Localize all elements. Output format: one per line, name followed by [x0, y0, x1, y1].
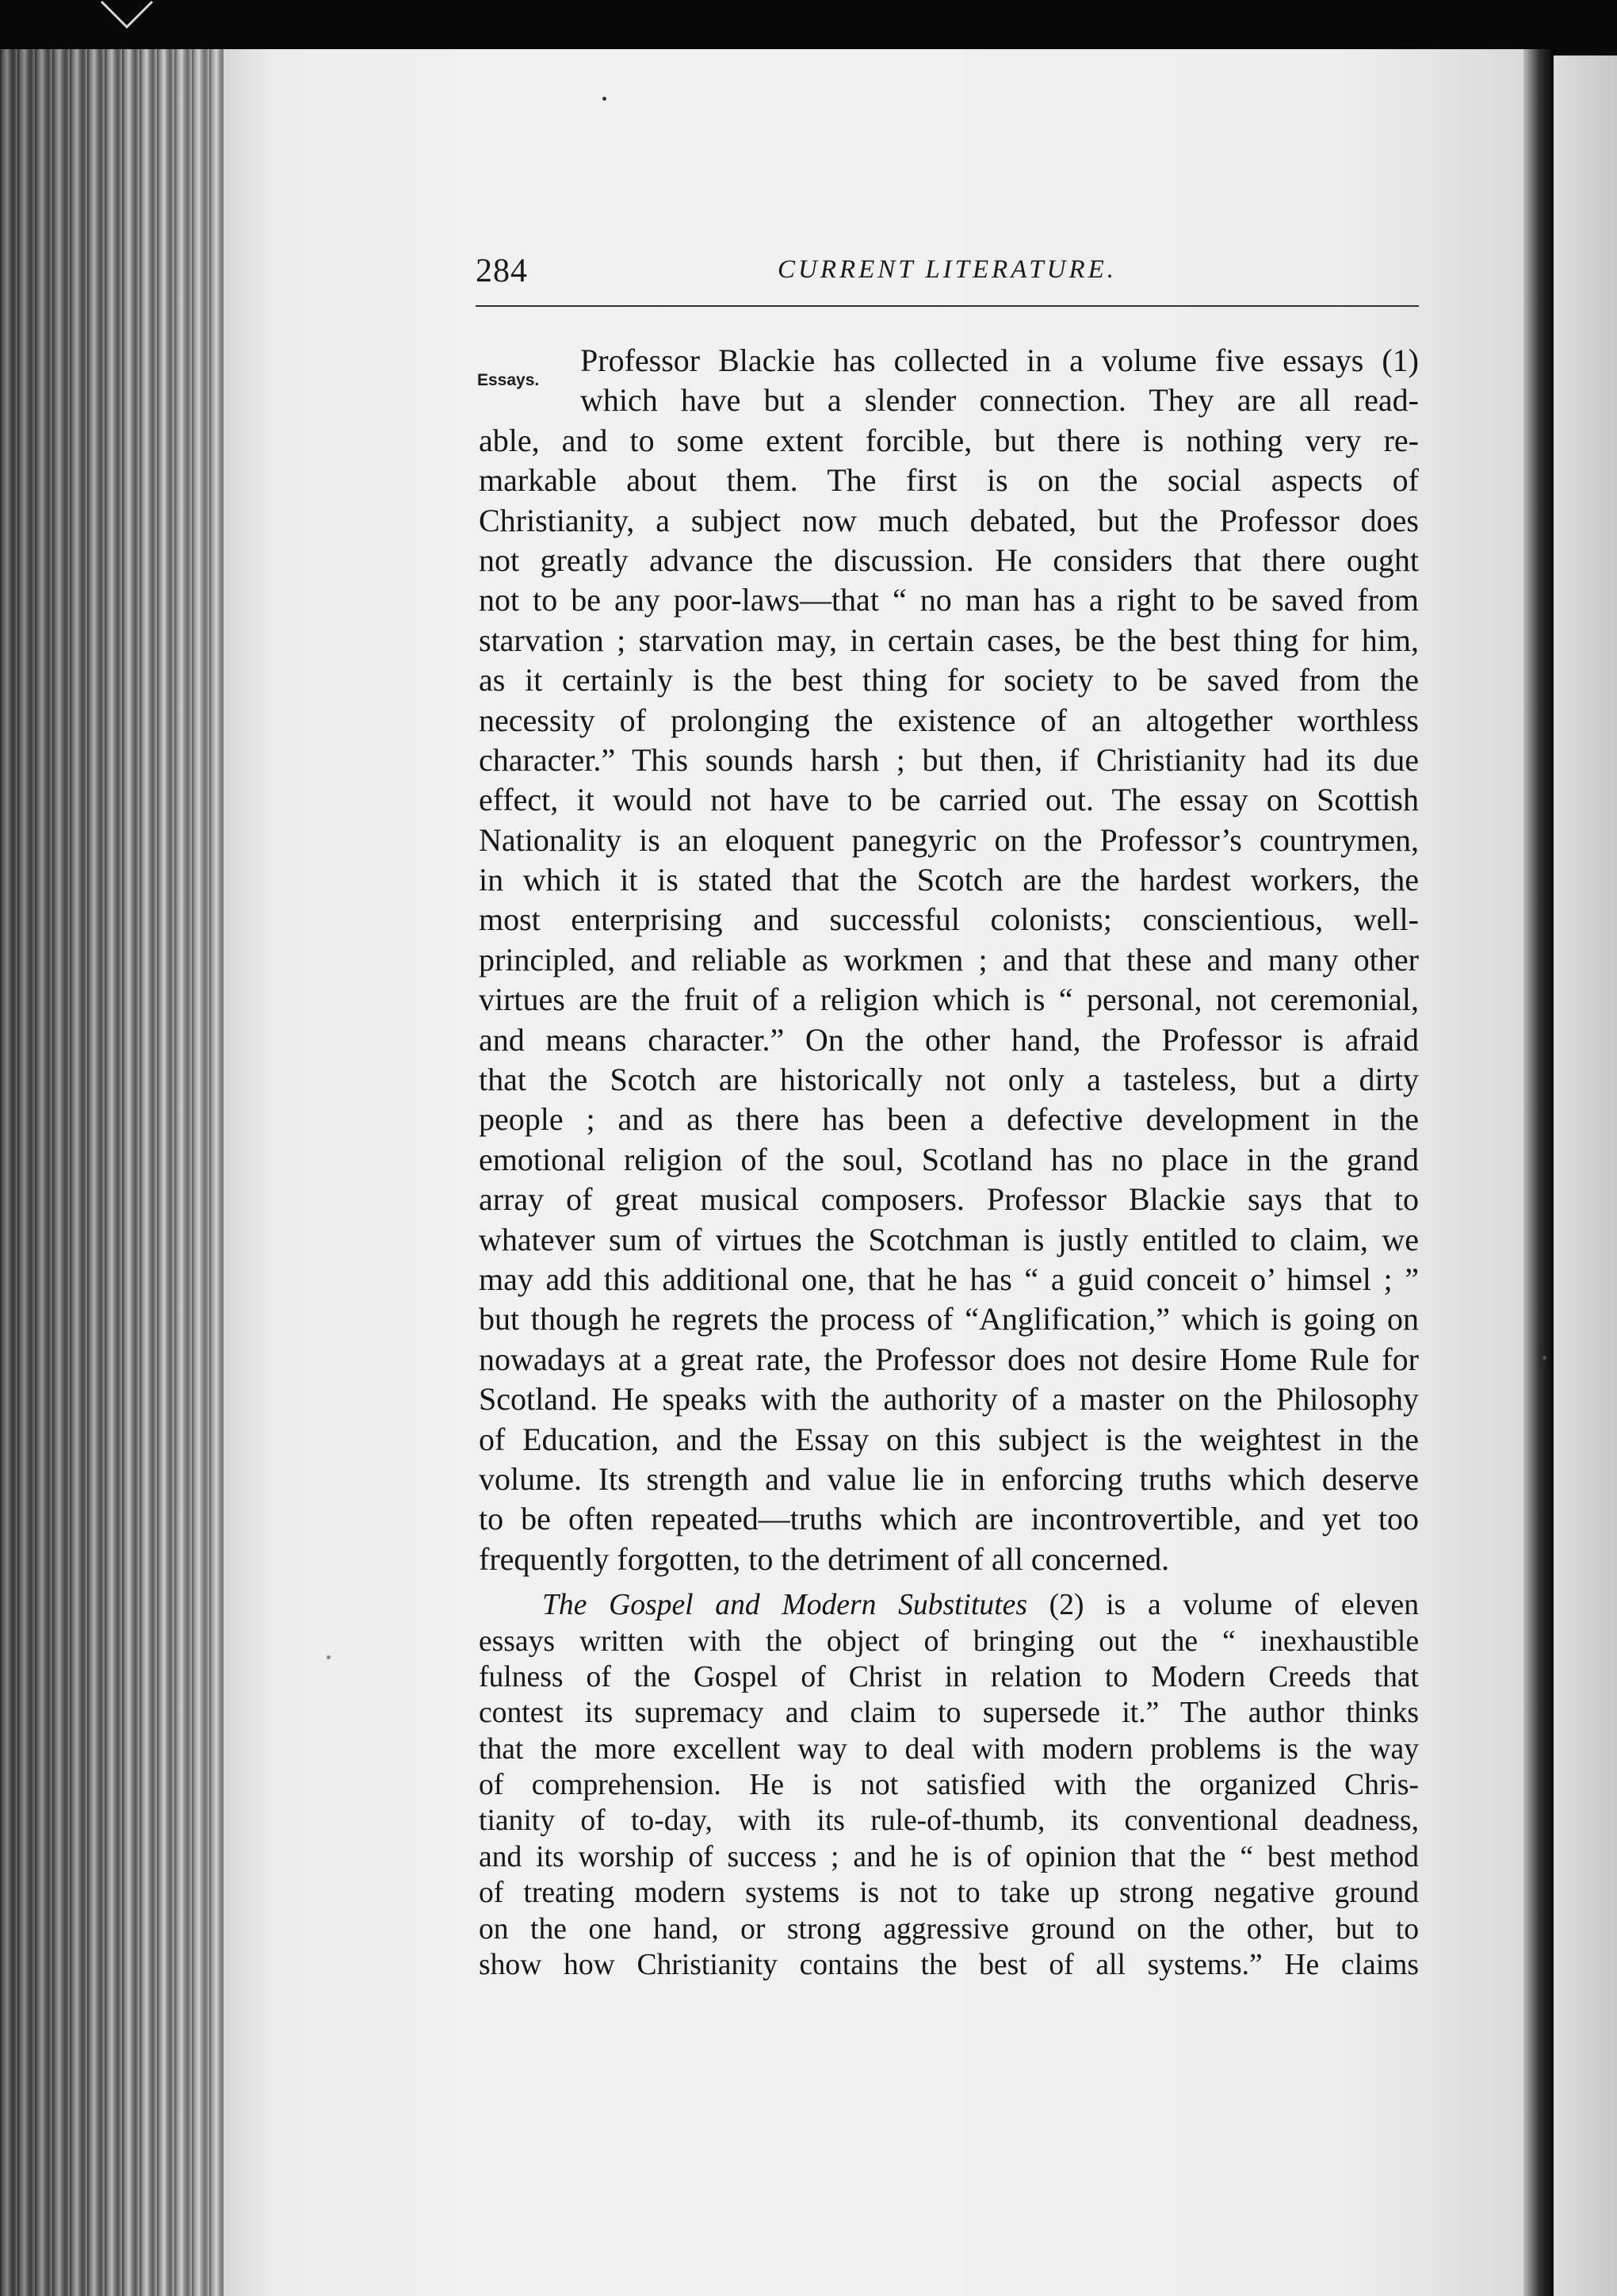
text-fragment: (2) is a volume of eleven [1026, 1589, 1419, 1622]
page-number: 284 [476, 253, 528, 289]
text-line: and its worship of success ; and he is of opinion that the “ best method [479, 1840, 1419, 1873]
text-line: starvation ; starvation may, in certain cases, be the best thing for him, [479, 622, 1419, 658]
text-line: of comprehension. He is not satisfied with the organized Chris- [479, 1769, 1419, 1802]
text-line: that the Scotch are historically not only a tasteless, but a dirty [479, 1062, 1419, 1098]
paper-speck [327, 1655, 331, 1659]
text-line: Professor Blackie has collected in a volume five essays (1) [580, 342, 1419, 378]
text-line: most enterprising and successful colonists; conscientious, well- [479, 901, 1419, 938]
text-line: but though he regrets the process of “Anglification,” which is going on [479, 1301, 1419, 1337]
text-line: essays written with the object of bringing out the “ inexhaustible [479, 1624, 1419, 1658]
text-line: not greatly advance the discussion. He considers that there ought [479, 541, 1419, 578]
paragraph-1 [479, 341, 1419, 1579]
text-line: virtues are the fruit of a religion which is “ personal, not ceremonial, [479, 982, 1419, 1018]
text-line: emotional religion of the soul, Scotland has no place in the grand [479, 1141, 1419, 1177]
text-line: nowadays at a great rate, the Professor does not desire Home Rule for [479, 1341, 1419, 1377]
book-gutter [1523, 49, 1555, 2296]
text-line: that the more excellent way to deal with modern problems is the way [479, 1732, 1419, 1766]
paper-speck [1542, 1356, 1546, 1360]
text-line: volume. Its strength and value lie in enforcing truths which deserve [479, 1460, 1419, 1497]
text-line: contest its supremacy and claim to supersede it.” The author thinks [479, 1697, 1419, 1730]
header-rule [476, 305, 1419, 307]
text-line: show how Christianity contains the best of all systems.” He claims [479, 1949, 1419, 1982]
text-line [479, 1587, 1419, 1623]
text-line: Christianity, a subject now much debated, but the Professor does [479, 502, 1419, 538]
text-line: in which it is stated that the Scotch are the hardest workers, the [479, 862, 1419, 898]
paper-speck [602, 97, 606, 101]
text-line: as it certainly is the best thing for society to be saved from the [479, 662, 1419, 698]
page-corner-fold-mark [95, 0, 159, 32]
text-line: not to be any poor-laws—that “ no man has a right to be saved from [479, 582, 1419, 618]
text-line: people ; and as there has been a defective development in the [479, 1101, 1419, 1138]
text-line: markable about them. The first is on the social aspects of [479, 462, 1419, 499]
stacked-page-edges [0, 49, 238, 2296]
text-line: principled, and reliable as workmen ; and that these and many other [479, 941, 1419, 978]
book-title: The Gospel and Modern Substitutes [542, 1589, 1027, 1622]
text-line: which have but a slender connection. They are all read- [580, 382, 1419, 419]
facing-page-edge [1554, 55, 1617, 2296]
text-line: on the one hand, or strong aggressive ground on the other, but to [479, 1912, 1419, 1946]
text-line: Scotland. He speaks with the authority of a master on the Philosophy [479, 1381, 1419, 1418]
running-head [476, 252, 1419, 308]
text-line: Nationality is an eloquent panegyric on the Professor’s countrymen, [479, 821, 1419, 858]
text-line: to be often repeated—truths which are incontrovertible, and yet too [479, 1501, 1419, 1537]
text-line: whatever sum of virtues the Scotchman is justly entitled to claim, we [479, 1221, 1419, 1257]
paragraph-2 [479, 1587, 1419, 1983]
text-line: of treating modern systems is not to take up strong negative ground [479, 1877, 1419, 1910]
text-line: character.” This sounds harsh ; but then, if Christianity had its due [479, 741, 1419, 778]
text-line: effect, it would not have to be carried out. The essay on Scottish [479, 782, 1419, 818]
text-line: fulness of the Gospel of Christ in relation to Modern Creeds that [479, 1660, 1419, 1693]
body-text [479, 341, 1419, 1983]
text-line: and means character.” On the other hand, the Professor is afraid [479, 1021, 1419, 1058]
side-label: Essays. [477, 371, 540, 389]
running-title: CURRENT LITERATURE. [777, 255, 1118, 284]
text-line: array of great musical composers. Professor Blackie says that to [479, 1181, 1419, 1218]
text-line: able, and to some extent forcible, but there is nothing very re- [479, 422, 1419, 458]
text-line: tianity of to-day, with its rule-of-thumb, its conventional deadness, [479, 1804, 1419, 1838]
text-line: necessity of prolonging the existence of an altogether worthless [479, 702, 1419, 738]
text-line: of Education, and the Essay on this subject is the weightest in the [479, 1421, 1419, 1457]
text-line: may add this additional one, that he has “ a guid conceit o’ himsel ; ” [479, 1261, 1419, 1297]
scanner-top-band [0, 0, 1617, 49]
text-line: frequently forgotten, to the detriment of all concerned. [479, 1540, 1170, 1577]
